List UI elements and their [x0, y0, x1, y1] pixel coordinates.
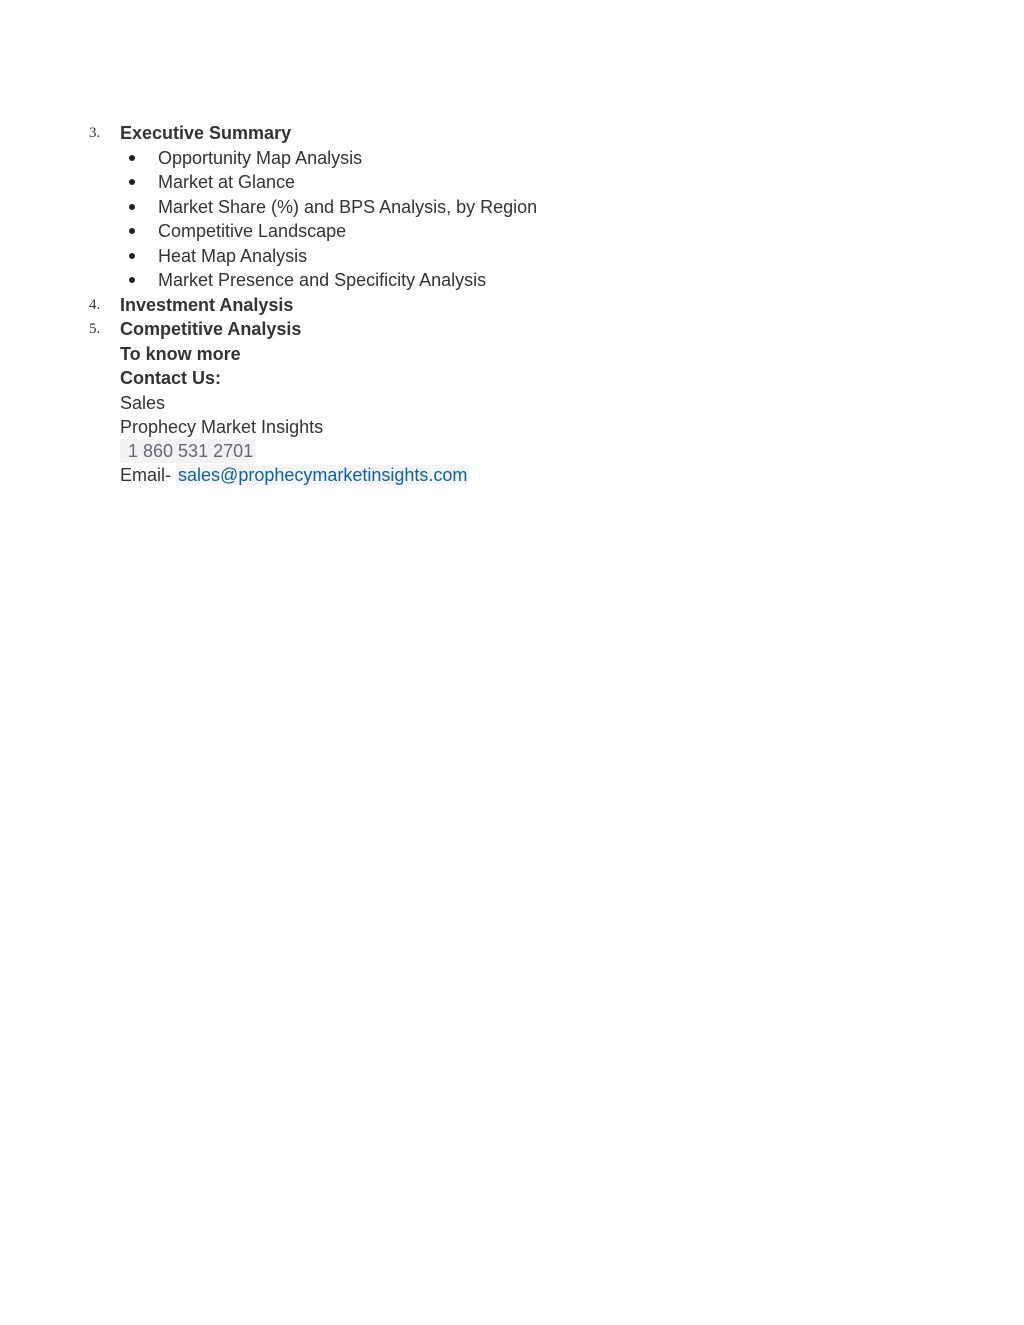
bullet-icon: [129, 155, 135, 161]
contact-phone[interactable]: 1 860 531 2701: [120, 439, 255, 463]
list-item: Opportunity Map Analysis: [158, 148, 363, 168]
list-item: Market at Glance: [158, 172, 296, 192]
email-label: Email-: [120, 465, 172, 485]
contact-email-line: [120, 463, 469, 487]
list-item: Heat Map Analysis: [158, 246, 308, 266]
section-number: 3.: [89, 125, 101, 141]
section-title-investment-analysis: Investment Analysis: [120, 295, 294, 315]
bullet-icon: [129, 277, 135, 283]
contact-us-heading: Contact Us:: [120, 368, 222, 388]
bullet-icon: [129, 204, 135, 210]
section-number: 5.: [89, 321, 101, 337]
email-link[interactable]: sales@prophecymarketinsights.com: [178, 465, 468, 485]
bullet-icon: [129, 179, 135, 185]
contact-company: Prophecy Market Insights: [120, 417, 324, 437]
bullet-icon: [129, 253, 135, 259]
know-more-heading: To know more: [120, 344, 241, 364]
list-item: Market Share (%) and BPS Analysis, by Region: [158, 197, 538, 217]
bullet-icon: [129, 228, 135, 234]
list-item: Competitive Landscape: [158, 221, 347, 241]
contact-department: Sales: [120, 393, 166, 413]
section-title-executive-summary: Executive Summary: [120, 123, 292, 143]
section-number: 4.: [89, 297, 101, 313]
section-title-competitive-analysis: Competitive Analysis: [120, 319, 302, 339]
list-item: Market Presence and Specificity Analysis: [158, 270, 487, 290]
contact-phone-line: [120, 439, 255, 463]
